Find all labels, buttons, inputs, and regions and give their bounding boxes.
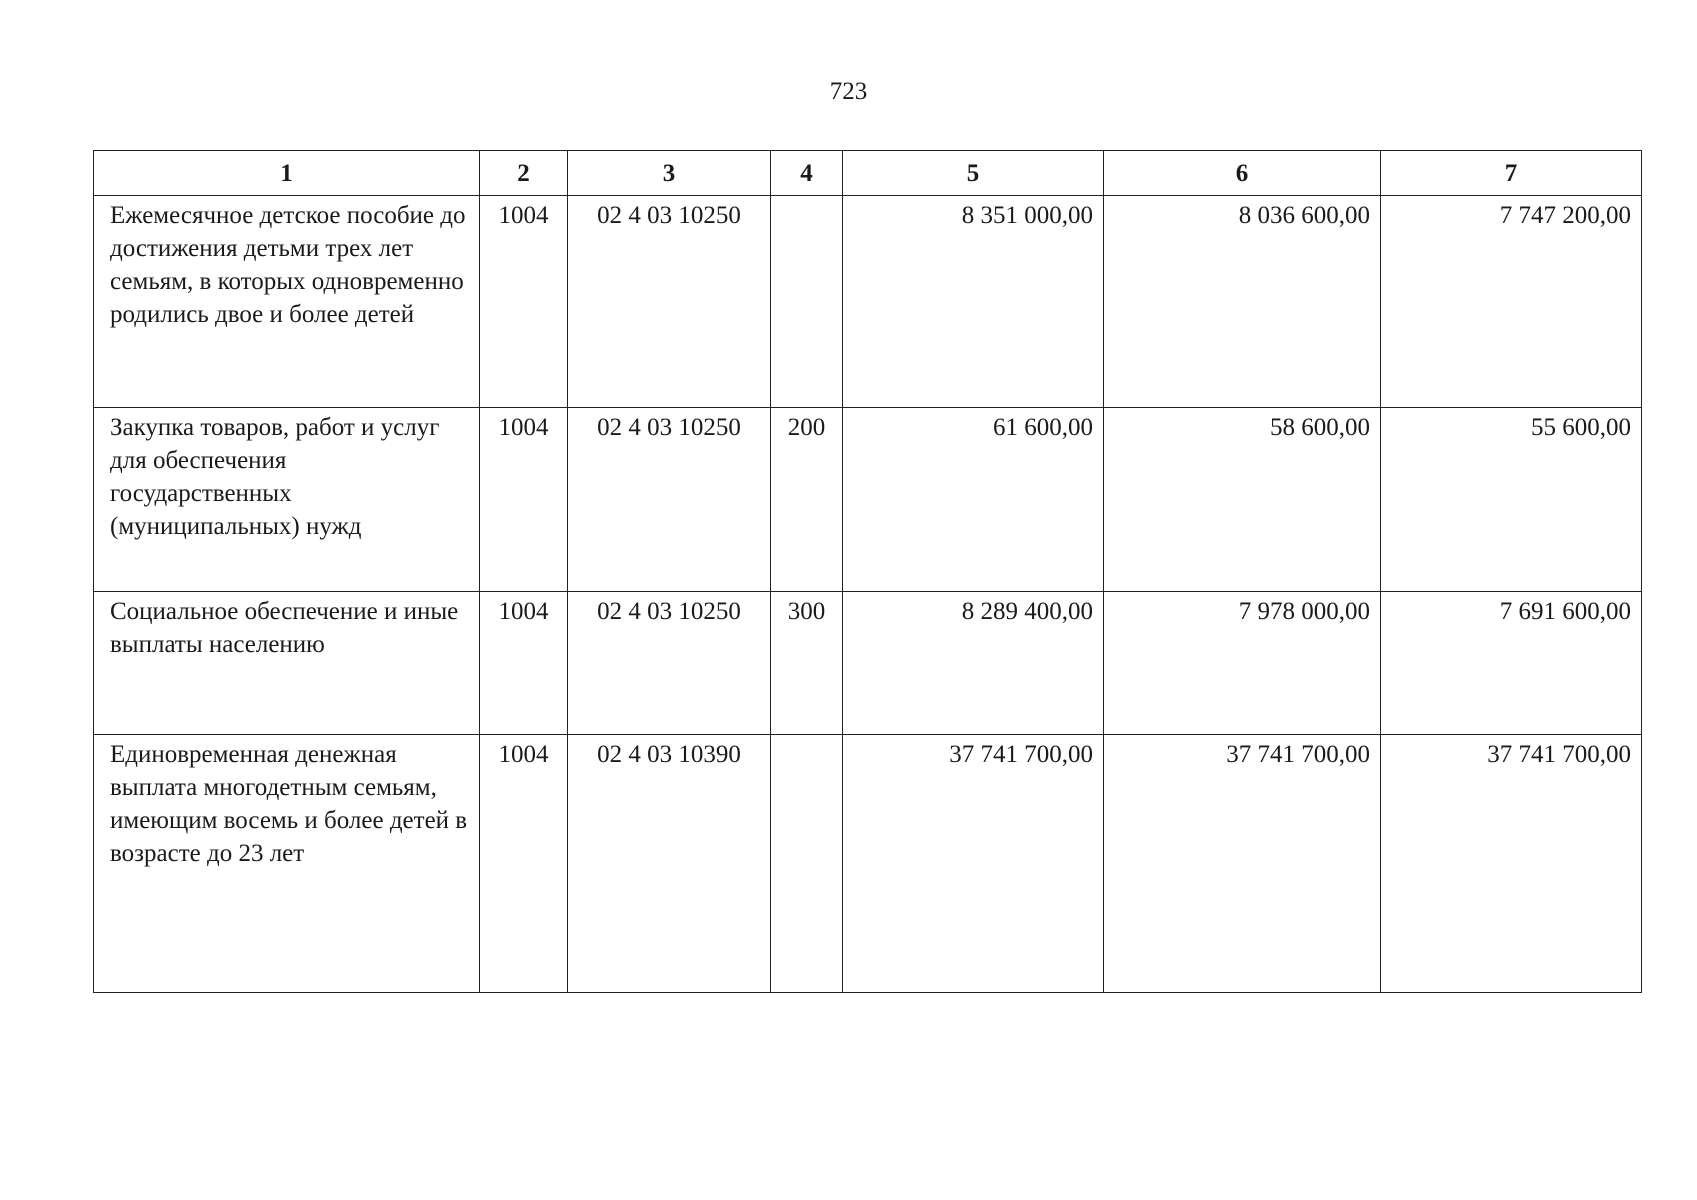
amount-column-7: 7 691 600,00 (1381, 592, 1642, 735)
row-name: Ежемесячное детское пособие до достижения детьми трех лет семьям, в которых одновременно родились двое и более детей (94, 196, 480, 408)
table-row (94, 196, 1642, 408)
table-row (94, 735, 1642, 993)
amount-column-5: 8 351 000,00 (843, 196, 1104, 408)
amount-column-6: 58 600,00 (1104, 408, 1381, 592)
section-code: 1004 (480, 408, 568, 592)
expense-type-code (771, 735, 843, 993)
table-row (94, 592, 1642, 735)
column-header-3: 3 (568, 151, 771, 196)
amount-column-6: 8 036 600,00 (1104, 196, 1381, 408)
amount-column-7: 55 600,00 (1381, 408, 1642, 592)
column-header-2: 2 (480, 151, 568, 196)
column-header-4: 4 (771, 151, 843, 196)
amount-column-5: 8 289 400,00 (843, 592, 1104, 735)
column-header-6: 6 (1104, 151, 1381, 196)
section-code: 1004 (480, 592, 568, 735)
expense-type-code: 300 (771, 592, 843, 735)
section-code: 1004 (480, 735, 568, 993)
column-header-7: 7 (1381, 151, 1642, 196)
amount-column-7: 7 747 200,00 (1381, 196, 1642, 408)
budget-table (93, 150, 1642, 993)
table-row (94, 408, 1642, 592)
header-row (94, 151, 1642, 196)
amount-column-7: 37 741 700,00 (1381, 735, 1642, 993)
column-header-5: 5 (843, 151, 1104, 196)
section-code: 1004 (480, 196, 568, 408)
row-name: Закупка товаров, работ и услуг для обеспечения государственных (муниципальных) нужд (94, 408, 480, 592)
row-name: Единовременная денежная выплата многодетным семьям, имеющим восемь и более детей в возрасте до 23 лет (94, 735, 480, 993)
page-number: 723 (829, 78, 868, 105)
expense-type-code (771, 196, 843, 408)
amount-column-5: 61 600,00 (843, 408, 1104, 592)
amount-column-5: 37 741 700,00 (843, 735, 1104, 993)
amount-column-6: 37 741 700,00 (1104, 735, 1381, 993)
amount-column-6: 7 978 000,00 (1104, 592, 1381, 735)
target-article-code: 02 4 03 10390 (568, 735, 771, 993)
target-article-code: 02 4 03 10250 (568, 196, 771, 408)
target-article-code: 02 4 03 10250 (568, 408, 771, 592)
column-header-1: 1 (94, 151, 480, 196)
target-article-code: 02 4 03 10250 (568, 592, 771, 735)
row-name: Социальное обеспечение и иные выплаты населению (94, 592, 480, 735)
expense-type-code: 200 (771, 408, 843, 592)
